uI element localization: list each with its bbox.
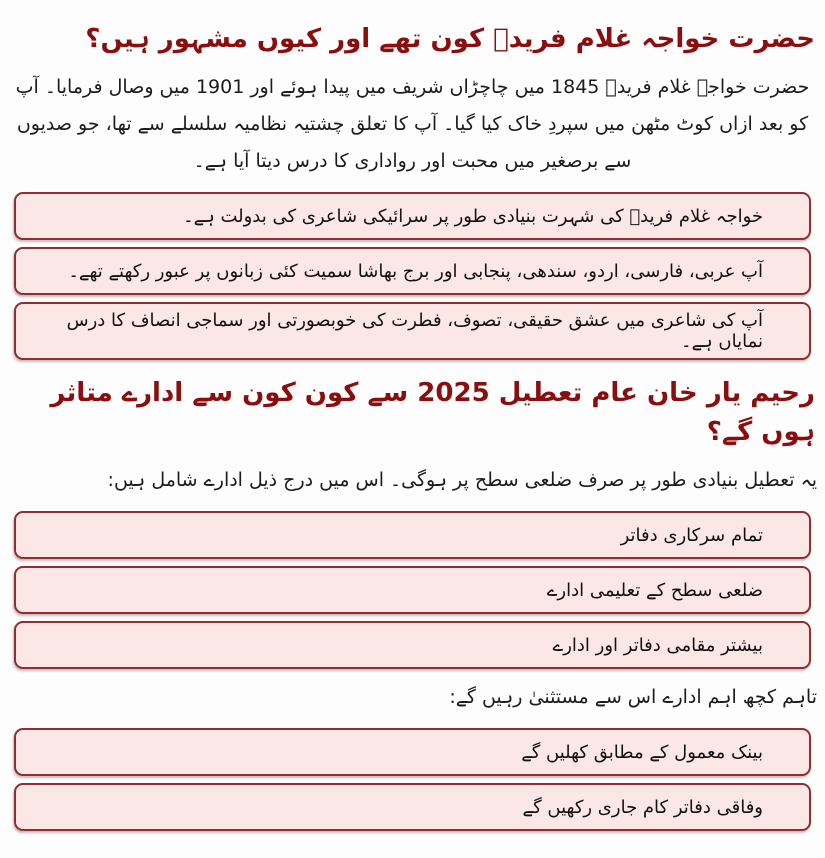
section-heading-holiday: رحیم یار خان عام تعطیل 2025 سے کون کون سے ادارے متاثر ہوں گے؟ xyxy=(50,378,815,448)
affected-institution-box xyxy=(14,511,811,559)
highlight-box-text: آپ کی شاعری میں عشق حقیقی، تصوف، فطرت کی خوبصورتی اور سماجی انصاف کا درس نمایاں ہے۔ xyxy=(66,310,763,353)
exempt-institution-box xyxy=(14,728,811,776)
affected-institution-text: تمام سرکاری دفاتر xyxy=(620,524,763,546)
affected-institution-box xyxy=(14,621,811,669)
affected-institution-text: بیشتر مقامی دفاتر اور ادارے xyxy=(552,634,763,656)
highlight-box xyxy=(14,192,811,240)
affected-institution-text: ضلعی سطح کے تعلیمی ادارے xyxy=(546,579,763,601)
exempt-institution-text: وفاقی دفاتر کام جاری رکھیں گے xyxy=(522,796,763,818)
section-heading-farid: حضرت خواجہ غلام فریدؒ کون تھے اور کیوں مشہور ہیں؟ xyxy=(85,24,815,54)
highlight-box xyxy=(14,247,811,295)
exempt-intro-paragraph: تاہم کچھ اہم ادارے اس سے مستثنیٰ رہیں گے: xyxy=(449,686,817,709)
affected-institution-box xyxy=(14,566,811,614)
holiday-intro-paragraph: یہ تعطیل بنیادی طور پر صرف ضلعی سطح پر ہوگی۔ اس میں درج ذیل ادارے شامل ہیں: xyxy=(107,469,817,492)
exempt-institution-text: بینک معمول کے مطابق کھلیں گے xyxy=(521,741,763,763)
farid-intro-paragraph: حضرت خواجہ غلام فریدؒ 1845 میں چاچڑاں شریف میں پیدا ہوئے اور 1901 میں وصال فرمایا۔ آپ کو بعد ازاں کوٹ مٹھن میں سپردِ خاک کیا گیا۔ آپ کا تعلق چشتیہ نظامیہ سلسلے سے تھا، جو صدیوں سے برصغیر میں محبت اور رواداری کا درس دیتا آیا ہے۔ xyxy=(15,76,810,173)
exempt-institution-box xyxy=(14,783,811,831)
highlight-box-text: آپ عربی، فارسی، اردو، سندھی، پنجابی اور برج بھاشا سمیت کئی زبانوں پر عبور رکھتے تھے۔ xyxy=(68,260,763,282)
highlight-box xyxy=(14,302,811,360)
highlight-box-text: خواجہ غلام فریدؒ کی شہرت بنیادی طور پر سرائیکی شاعری کی بدولت ہے۔ xyxy=(183,205,763,227)
